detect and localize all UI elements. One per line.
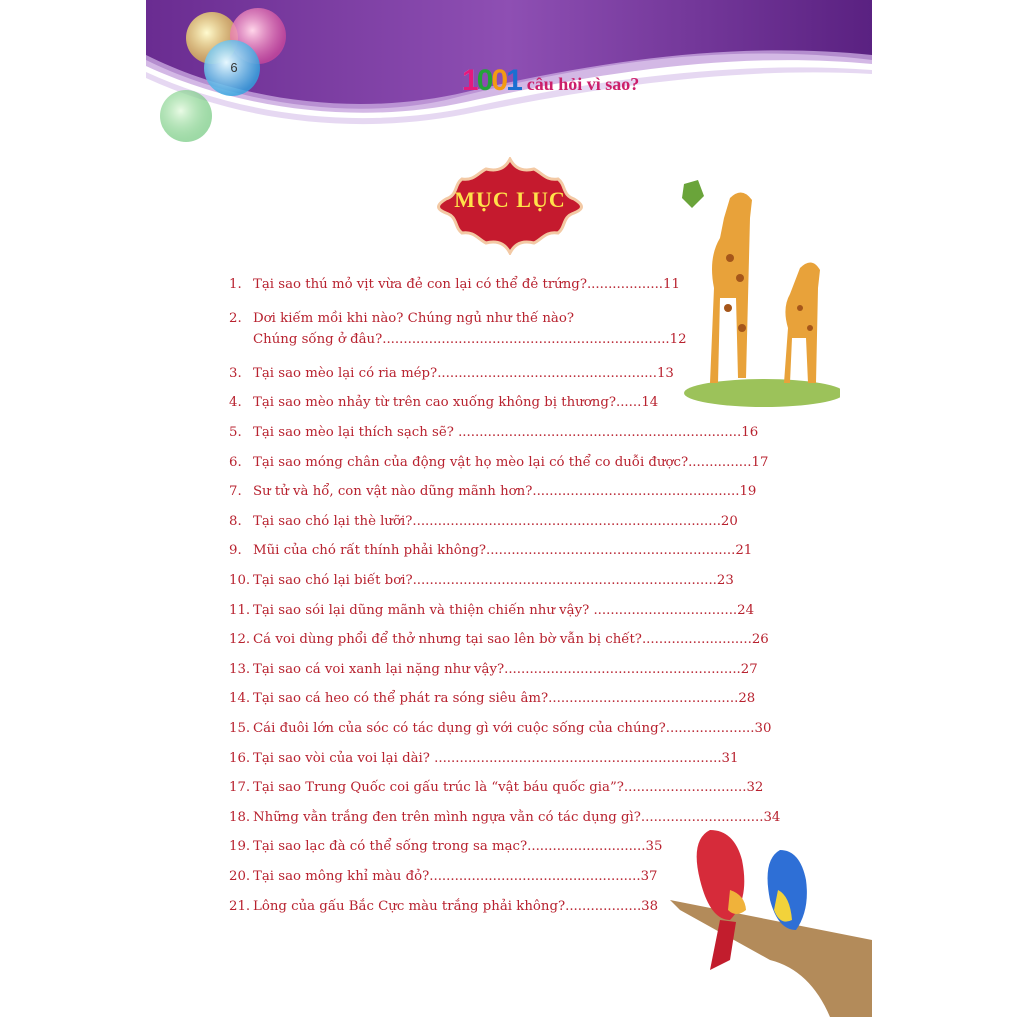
toc-number: 10.	[229, 573, 251, 589]
toc-entry[interactable]	[229, 300, 789, 359]
toc-text: Dơi kiếm mồi khi nào? Chúng ngủ như thế nào?	[253, 311, 574, 327]
toc-entry[interactable]	[229, 566, 789, 596]
toc-number: 18.	[229, 809, 251, 825]
toc-number: 12.	[229, 632, 251, 648]
toc-number: 2.	[229, 311, 242, 327]
toc-text: Tại sao vòi của voi lại dài? ....................................................................31	[253, 750, 739, 766]
toc-text: Tại sao mèo nhảy từ trên cao xuống không bị thương?......14	[253, 395, 659, 411]
toc-text: Tại sao cá heo có thể phát ra sóng siêu âm?.............................................28	[253, 691, 756, 707]
toc-number: 4.	[229, 395, 242, 411]
page-number: 6	[230, 60, 238, 75]
toc-entry[interactable]	[229, 388, 789, 418]
toc-number: 11.	[229, 602, 251, 618]
toc-entry[interactable]	[229, 773, 789, 803]
logo-digit: 0	[476, 64, 492, 97]
logo-1001	[462, 66, 521, 96]
toc-number: 19.	[229, 839, 251, 855]
toc-text: Cái đuôi lớn của sóc có tác dụng gì với cuộc sống của chúng?.....................30	[253, 721, 772, 737]
toc-entry[interactable]	[229, 832, 789, 862]
toc-number: 20.	[229, 868, 251, 884]
table-of-contents-heading: MỤC LỤC	[454, 187, 566, 212]
logo-digit: 0	[491, 64, 507, 97]
toc-entry[interactable]	[229, 507, 789, 537]
toc-entry[interactable]	[229, 595, 789, 625]
toc-number: 7.	[229, 484, 242, 500]
toc-text: Cá voi dùng phổi để thở nhưng tại sao lên bờ vẫn bị chết?..........................26	[253, 632, 769, 648]
toc-entry[interactable]	[229, 891, 789, 921]
toc-text: Tại sao mông khỉ màu đỏ?..................................................37	[253, 868, 658, 884]
toc-text: Tại sao Trung Quốc coi gấu trúc là “vật báu quốc gia”?.............................32	[253, 780, 764, 796]
book-title	[462, 62, 639, 96]
toc-number: 6.	[229, 454, 242, 470]
toc-number: 1.	[229, 277, 242, 293]
toc-entry[interactable]	[229, 477, 789, 507]
toc-entry[interactable]	[229, 743, 789, 773]
toc-entry[interactable]	[229, 447, 789, 477]
toc-entry[interactable]	[229, 684, 789, 714]
toc-text: Tại sao thú mỏ vịt vừa đẻ con lại có thể đẻ trứng?..................11	[253, 277, 680, 293]
toc-text: Tại sao chó lại biết bơi?........................................................................23	[253, 573, 734, 589]
table-of-contents-list	[229, 270, 789, 921]
toc-entry[interactable]	[229, 536, 789, 566]
toc-text: Những vằn trắng đen trên mình ngựa vằn có tác dụng gì?.............................34	[253, 809, 781, 825]
toc-text: Tại sao móng chân của động vật họ mèo lại có thể co duỗi được?...............17	[253, 454, 769, 470]
toc-entry[interactable]	[229, 862, 789, 892]
toc-text: Tại sao lạc đà có thể sống trong sa mạc?............................35	[253, 839, 663, 855]
toc-number: 21.	[229, 898, 251, 914]
toc-text: Tại sao chó lại thè lưỡi?.........................................................................20	[253, 513, 738, 529]
toc-text: Tại sao mèo lại có ria mép?....................................................13	[253, 365, 674, 381]
toc-text: Sư tử và hổ, con vật nào dũng mãnh hơn?.................................................19	[253, 484, 757, 500]
toc-text-continued: Chúng sống ở đâu?....................................................................12	[253, 332, 687, 348]
toc-entry[interactable]	[229, 655, 789, 685]
toc-entry[interactable]	[229, 270, 789, 300]
logo-digit: 1	[462, 64, 477, 97]
book-title-text: câu hỏi vì sao?	[526, 74, 640, 94]
toc-text: Tại sao cá voi xanh lại nặng như vậy?........................................................27	[253, 661, 758, 677]
toc-number: 15.	[229, 721, 251, 737]
toc-text: Mũi của chó rất thính phải không?...........................................................21	[253, 543, 753, 559]
toc-number: 9.	[229, 543, 242, 559]
toc-entry[interactable]	[229, 714, 789, 744]
toc-number: 3.	[229, 365, 242, 381]
toc-number: 13.	[229, 661, 251, 677]
toc-number: 14.	[229, 691, 251, 707]
toc-entry[interactable]	[229, 418, 789, 448]
toc-entry[interactable]	[229, 803, 789, 833]
toc-entry[interactable]	[229, 359, 789, 389]
logo-digit: 1	[506, 64, 521, 97]
toc-number: 16.	[229, 750, 251, 766]
toc-entry[interactable]	[229, 625, 789, 655]
toc-text: Lông của gấu Bắc Cực màu trắng phải không?..................38	[253, 898, 659, 914]
toc-text: Tại sao sói lại dũng mãnh và thiện chiến như vậy? ..................................24	[253, 602, 755, 618]
toc-text: Tại sao mèo lại thích sạch sẽ? ...................................................................16	[253, 425, 759, 441]
toc-number: 5.	[229, 425, 242, 441]
toc-number: 17.	[229, 780, 251, 796]
toc-number: 8.	[229, 513, 242, 529]
